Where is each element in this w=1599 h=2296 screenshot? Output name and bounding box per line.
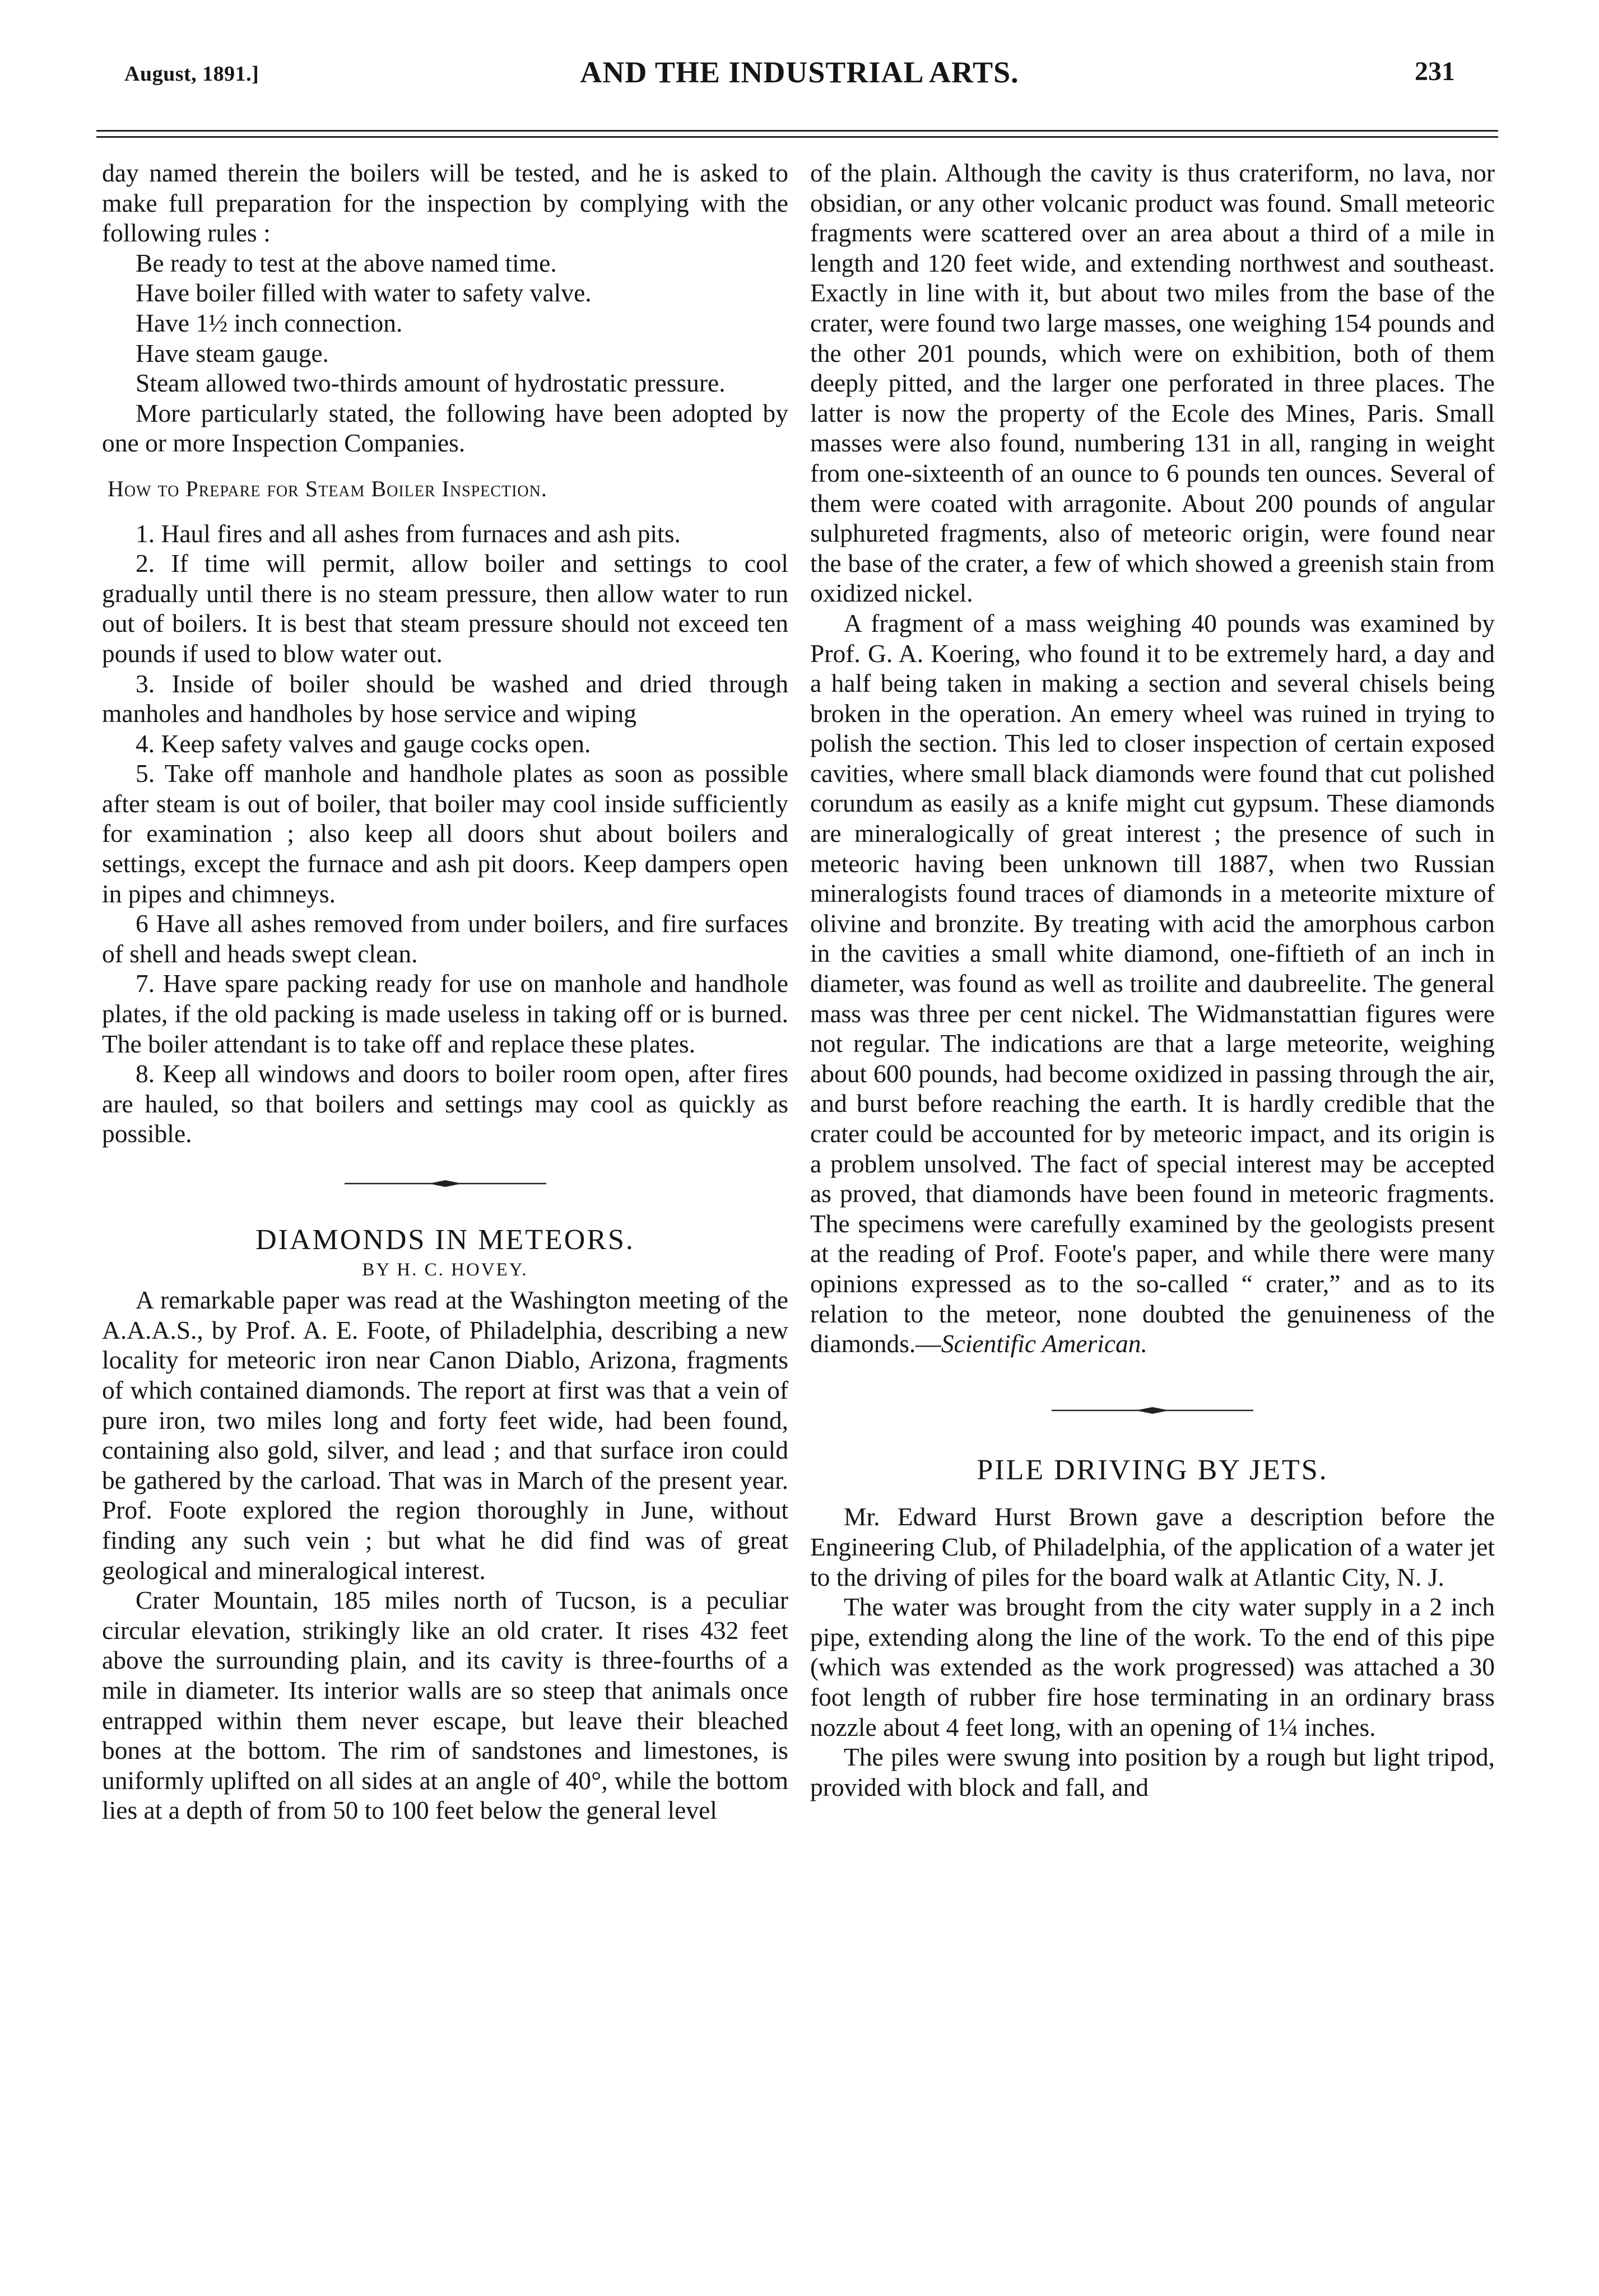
header-rule-top	[96, 130, 1498, 132]
rule-item: Be ready to test at the above named time.	[136, 248, 557, 277]
step-item: 3. Inside of boiler should be washed and dried through manholes and handholes by hose service and wiping	[102, 669, 788, 728]
step-item: 8. Keep all windows and doors to boiler room open, after fires are hauled, so that boilers and settings may cool as quickly as possible.	[102, 1059, 788, 1148]
step-item: 7. Have spare packing ready for use on manhole and handhole plates, if the old packing is made useless in taking off or is burned. The boiler attendant is to take off and replace these plates.	[102, 969, 788, 1058]
header-rule-bottom	[96, 136, 1498, 138]
section-divider-ornament	[1052, 1406, 1253, 1415]
article-title-diamonds: DIAMONDS IN METEORS.	[255, 1224, 635, 1256]
rule-item: Steam allowed two-thirds amount of hydrostatic pressure.	[136, 369, 726, 398]
section-divider-ornament	[345, 1179, 546, 1188]
rule-item: Have 1½ inch connection.	[136, 308, 403, 337]
step-item: 4. Keep safety valves and gauge cocks open.	[136, 729, 591, 758]
article-paragraph: Crater Mountain, 185 miles north of Tucson, is a peculiar circular elevation, strikingly like an old crater. It rises 432 feet above the surrounding plain, and its cavity is three-fourths of a mile in diameter. Its interior walls are so steep that animals once entrapped within them never escape, but leave their bleached bones at the bottom. The rim of sandstones and limestones, is uniformly uplifted on all sides at an angle of 40°, while the bottom lies at a depth of from 50 to 100 feet below the general level	[102, 1586, 788, 1825]
issue-date: August, 1891.]	[124, 62, 259, 86]
step-item: 1. Haul fires and all ashes from furnaces and ash pits.	[136, 519, 681, 548]
article-paragraph: A remarkable paper was read at the Washington meeting of the A.A.A.S., by Prof. A. E. Foote, of Philadelphia, describing a new locality for meteoric iron near Canon Diablo, Arizona, fragments of which contained diamonds. The report at first was that a vein of pure iron, two miles long and forty feet wide, had been found, containing also gold, silver, and lead ; and that surface iron could be gathered by the carload. That was in March of the present year. Prof. Foote explored the region thoroughly in June, without finding any such vein ; but what he did find was of great geological and mineralogical interest.	[102, 1286, 788, 1585]
page-header	[0, 52, 1599, 96]
continued-paragraph: of the plain. Although the cavity is thus crateriform, no lava, nor obsidian, or any other volcanic product was found. Small meteoric fragments were scattered over an area about a third of a mile in length and 120 feet wide, and extending northwest and southeast. Exactly in line with it, but about two miles from the base of the crater, were found two large masses, one weighing 154 pounds and the other 201 pounds, which were on exhibition, both of them deeply pitted, and the larger one perforated in three places. The latter is now the property of the Ecole des Mines, Paris. Small masses were also found, numbering 131 in all, ranging in weight from one-sixteenth of an ounce to 6 pounds ten ounces. Several of them were coated with arragonite. About 200 pounds of angular sulphureted fragments, also of meteoric origin, were found near the base of the crater, a few of which showed a greenish stain from oxidized nickel.	[810, 159, 1495, 608]
article-paragraph: The water was brought from the city water supply in a 2 inch pipe, extending along the line of the work. To the end of this pipe (which was extended as the work progressed) was attached a 30 foot length of rubber fire hose terminating in an ordinary brass nozzle about 4 feet long, with an opening of 1¼ inches.	[810, 1592, 1495, 1741]
more-paragraph: More particularly stated, the following have been adopted by one or more Inspection Companies.	[102, 398, 788, 458]
paragraph-text: A fragment of a mass weighing 40 pounds was examined by Prof. G. A. Koering, who found it to be extremely hard, a day and a half being taken in making a section and several chisels being broken in the operation. An emery wheel was ruined in trying to polish the section. This led to closer inspection of certain exposed cavities, where small black diamonds were found that cut polished corundum as easily as a knife might cut gypsum. These diamonds are mineralogically of great interest ; the presence of such in meteoric having been unknown till 1887, when two Russian mineralogists found traces of diamonds in a meteorite mixture of olivine and bronzite. By treating with acid the amorphous carbon in the cavities a small white diamond, one-fiftieth of an inch in diameter, was found as well as troilite and daubreelite. The general mass was three per cent nickel. The Widmanstattian figures were not regular. The indications are that a large meteorite, weighing about 600 pounds, had become oxidized in passing through the air, and burst before reaching the earth. It is hardly credible that the crater could be accounted for by meteoric impact, and its origin is a problem unsolved. The fact of special interest may be accepted as proved, that diamonds have been found in meteoric fragments. The specimens were carefully examined by the geologists present at the reading of Prof. Foote's paper, and while there were many opinions expressed as to the so-called “ crater,” and as to its relation to the meteor, none doubted the genuineness of the diamonds.—	[810, 608, 1495, 1358]
article-paragraph: Mr. Edward Hurst Brown gave a description before the Engineering Club, of Philadelphia, of the application of a water jet to the driving of piles for the board walk at Atlantic City, N. J.	[810, 1502, 1495, 1591]
article-byline: BY H. C. HOVEY.	[362, 1259, 528, 1280]
rule-item: Have boiler filled with water to safety valve.	[136, 278, 592, 308]
section-subheading: How to Prepare for Steam Boiler Inspection.	[108, 476, 547, 501]
continued-paragraph	[810, 608, 1495, 1359]
rule-item: Have steam gauge.	[136, 338, 329, 367]
article-title-pile-driving: PILE DRIVING BY JETS.	[977, 1454, 1328, 1486]
step-item: 6 Have all ashes removed from under boilers, and fire surfaces of shell and heads swept clean.	[102, 909, 788, 968]
page-number: 231	[1415, 57, 1455, 86]
intro-paragraph: day named therein the boilers will be tested, and he is asked to make full preparation for the inspection by complying with the following rules :	[102, 159, 788, 248]
running-title: AND THE INDUSTRIAL ARTS.	[580, 55, 1019, 89]
left-column	[102, 158, 788, 1825]
article-paragraph: The piles were swung into position by a rough but light tripod, provided with block and fall, and	[810, 1743, 1495, 1801]
right-column	[810, 158, 1495, 1802]
step-item: 5. Take off manhole and handhole plates as soon as possible after steam is out of boiler, that boiler may cool inside sufficiently for examination ; also keep all doors shut about boilers and settings, except the furnace and ash pit doors. Keep dampers open in pipes and chimneys.	[102, 759, 788, 908]
source-credit: Scientific American.	[941, 1329, 1147, 1358]
step-item: 2. If time will permit, allow boiler and settings to cool gradually until there is no steam pressure, then allow water to run out of boilers. It is best that steam pressure should not exceed ten pounds if used to blow water out.	[102, 549, 788, 668]
